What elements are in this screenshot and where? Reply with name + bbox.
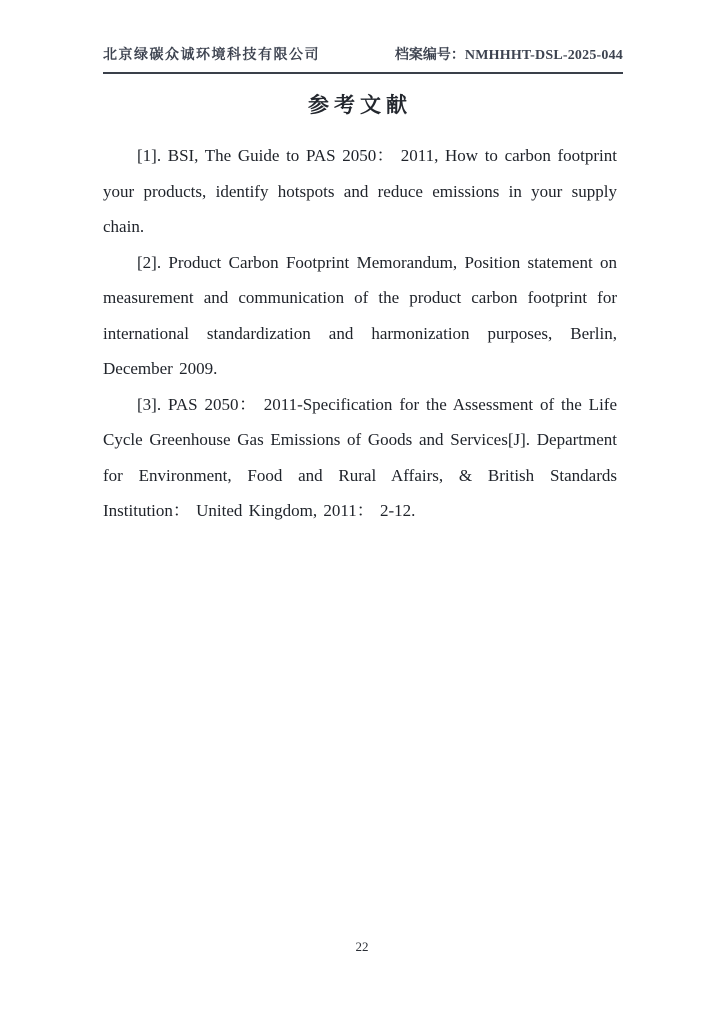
doc-id-value: NMHHHT-DSL-2025-044 xyxy=(464,48,623,63)
reference-item-2: [2]. Product Carbon Footprint Memorandum, Position statement on measurement and communication of the product carbon footprint for international standardization and harmonization purposes, Berlin, December 2009. xyxy=(103,252,617,378)
page-header xyxy=(103,44,623,74)
header-company-name: 北京绿碳众诚环境科技有限公司 xyxy=(103,48,320,63)
reference-item-1: [1]. BSI, The Guide to PAS 2050： 2011, How to carbon footprint your products, identify hotspots and reduce emissions in your supply chain. xyxy=(103,146,617,236)
doc-id-label: 档案编号： xyxy=(394,48,465,63)
document-body xyxy=(103,88,617,529)
page-footer xyxy=(0,938,724,956)
reference-item-3: [3]. PAS 2050： 2011-Specification for the Assessment of the Life Cycle Greenhouse Gas Emissions of Goods and Services[J]. Department for Environment, Food and Rural Affairs, & British Standards Institution： United Kingdom, 2011： 2-12. xyxy=(103,394,617,520)
page-title: 参考文献 xyxy=(308,93,412,117)
page-number: 22 xyxy=(355,939,369,954)
header-doc-id xyxy=(395,44,623,64)
